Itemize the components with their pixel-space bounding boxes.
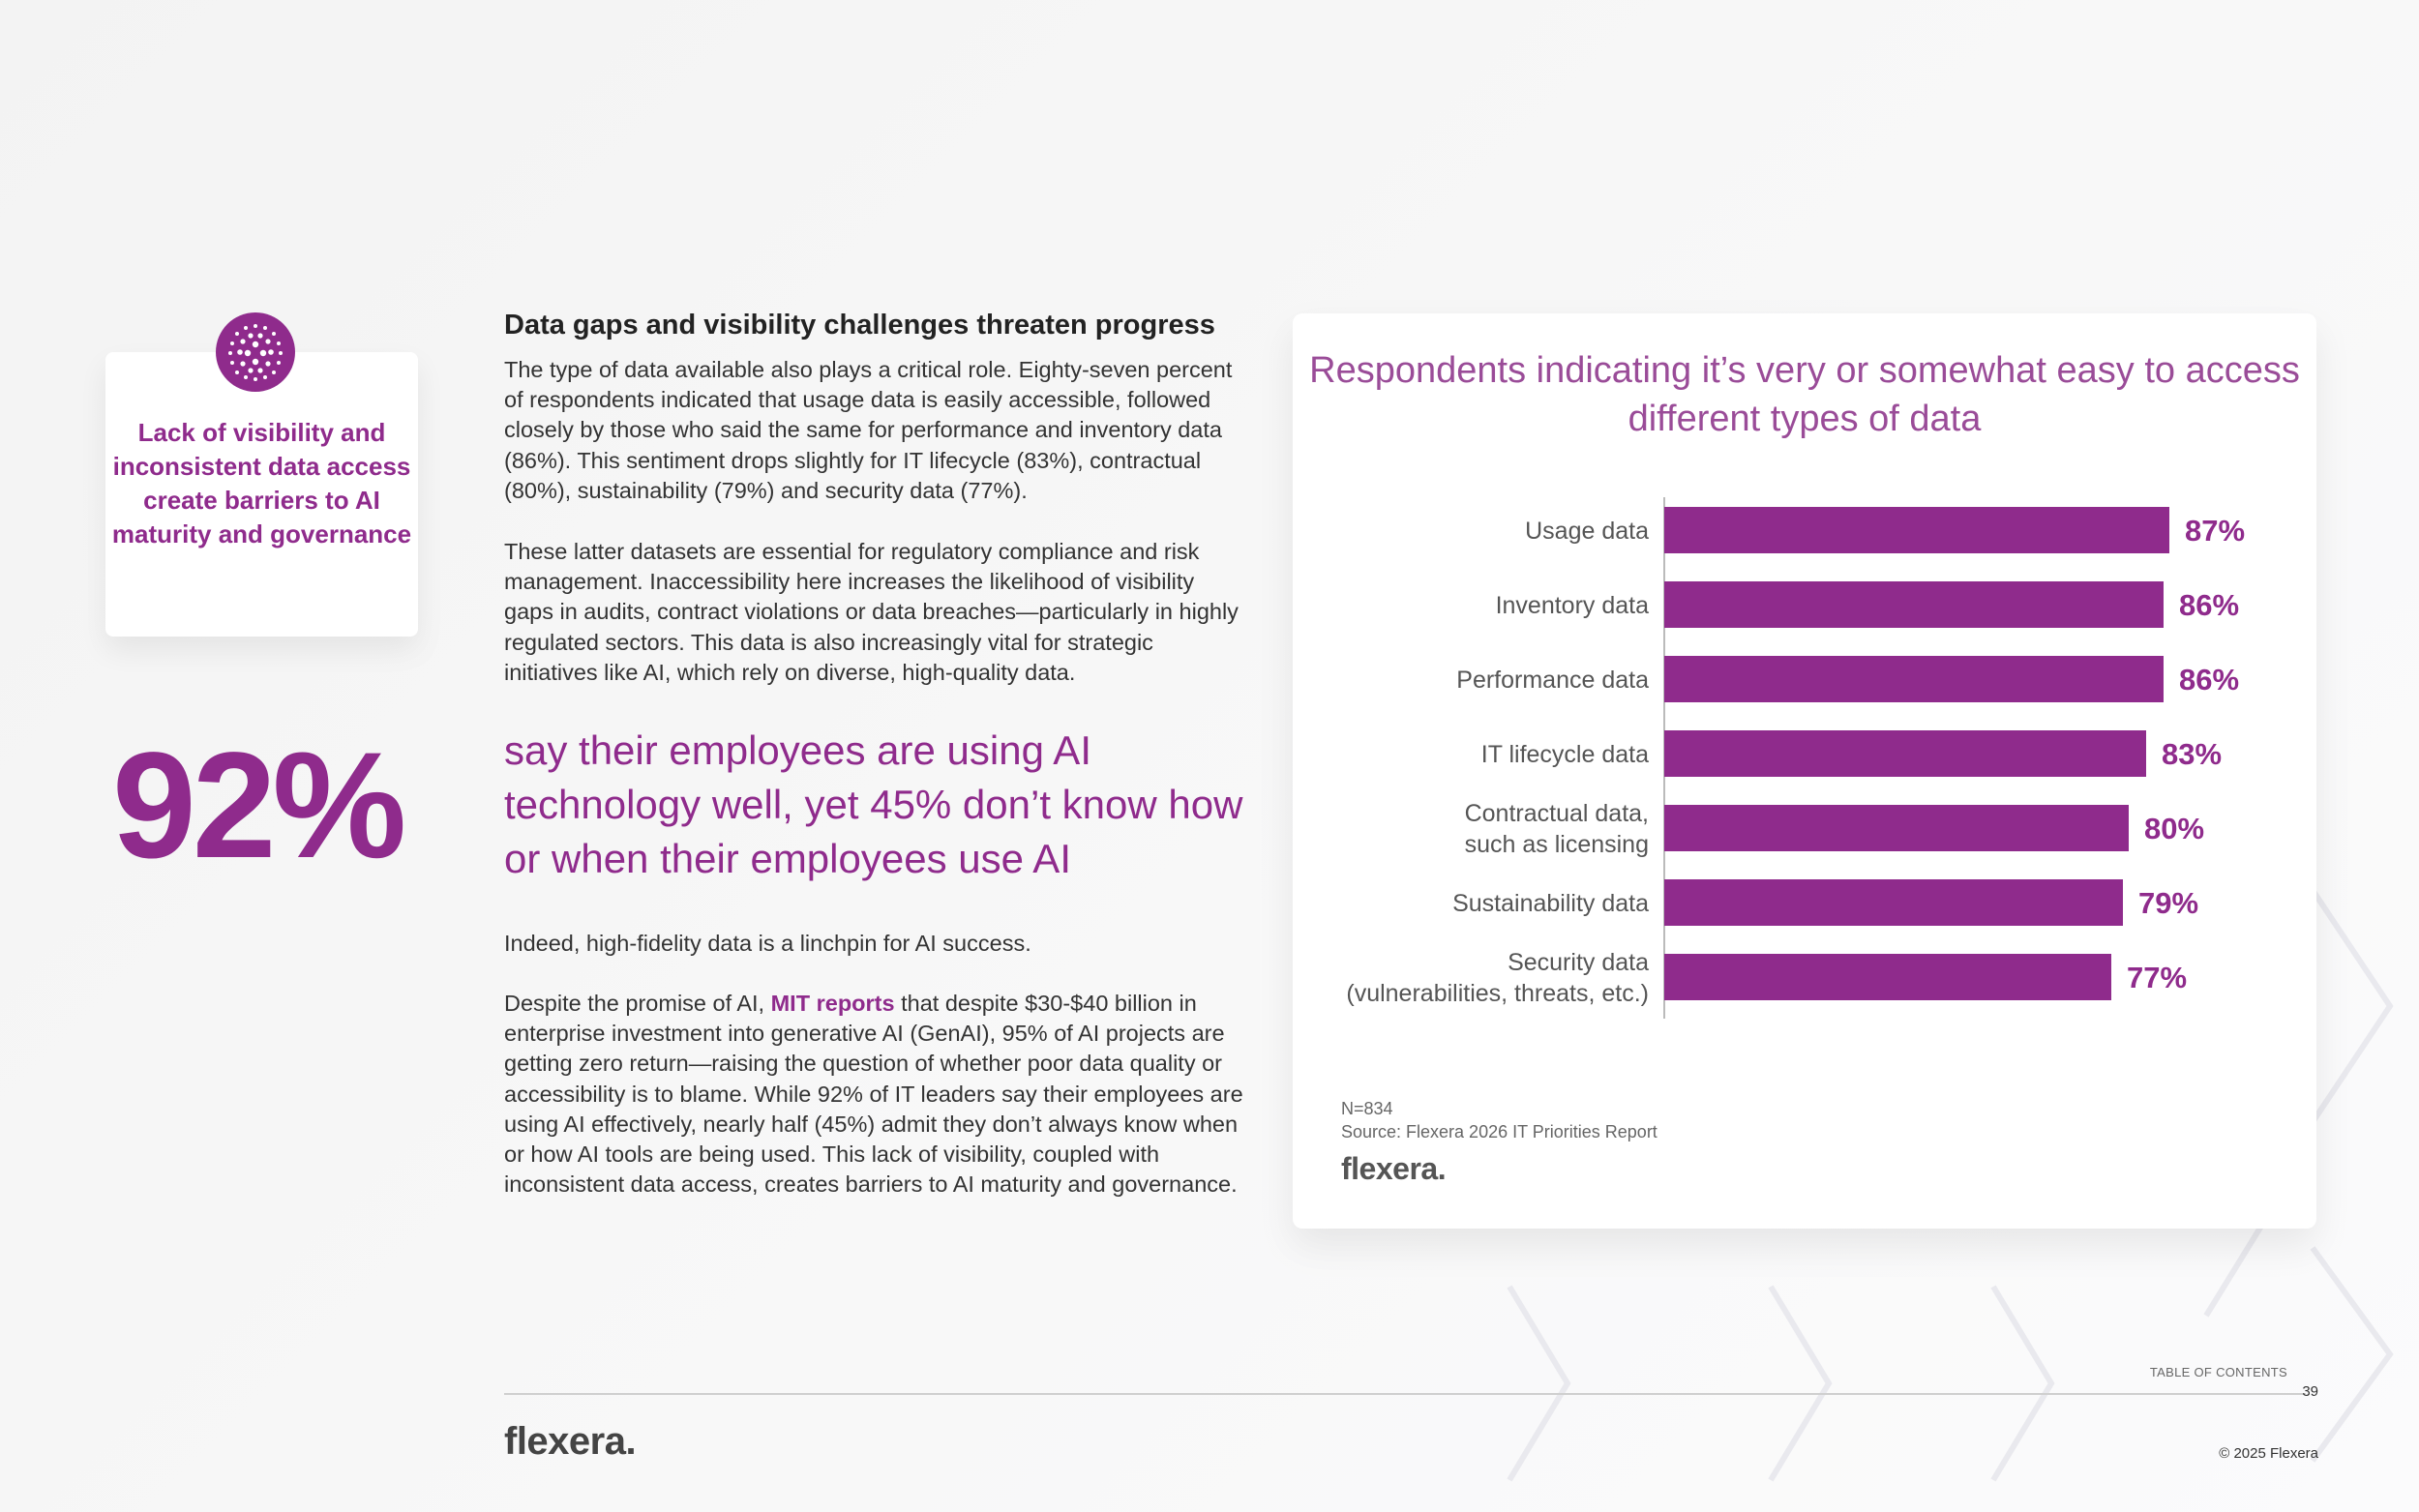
dots-sphere-icon [216, 312, 295, 392]
footer-divider [504, 1393, 2306, 1395]
paragraph-2: These latter datasets are essential for regulatory compliance and risk management. Inaccessibility here increases the likelihood of visibility gaps in audits, contract violations or data breaches—particularly in highly regulated sectors. This data is also increasingly vital for strategic initiatives like AI, which rely on diverse, high-quality data. [504, 539, 1239, 685]
paragraph-4-rest: that despite $30-$40 billion in enterprise investment into generative AI (GenAI), 95% of AI projects are getting zero return—raising the question of whether poor data quality or accessibility is to blame. While 92% of IT leaders say their employees are using AI effectively, nearly half (45%) admit they don’t always know when or how AI tools are being used. This lack of visibility, coupled with inconsistent data access, creates barriers to AI maturity and governance. [504, 991, 1243, 1198]
paragraph-3: Indeed, high-fidelity data is a linchpin for AI success. [504, 931, 1031, 956]
chart-value-label: 80% [2144, 812, 2205, 845]
chart-bar [1664, 507, 2169, 553]
chart-bar [1664, 656, 2164, 702]
callout-text: Lack of visibility and inconsistent data access create barriers to AI maturity and governance [111, 418, 412, 548]
chart-category-label: Security data (vulnerabilities, threats, etc.) [1346, 949, 1649, 1007]
chart-sample-size: N=834 [1341, 1099, 1393, 1118]
chart-title: Respondents indicating it’s very or somewhat easy to access different types of data [1309, 350, 2300, 439]
chart-category-label: Inventory data [1495, 592, 1649, 619]
bar-chart [1293, 313, 2316, 1229]
section-heading: Data gaps and visibility challenges threaten progress [504, 310, 1215, 341]
paragraph-1: The type of data available also plays a critical role. Eighty-seven percent of respondents indicated that usage data is easily accessible, followed closely by those who said the same for performance and inventory data (86%). This sentiment drops slightly for IT lifecycle (83%), contractual (80%), sustainability (79%) and security data (77%). [504, 357, 1233, 503]
chart-bar [1664, 730, 2146, 777]
copyright: © 2025 Flexera [2219, 1445, 2318, 1462]
chart-flexera-logo: flexera. [1341, 1151, 1447, 1186]
chart-category-label: Contractual data, such as licensing [1464, 800, 1649, 858]
chart-bar [1664, 954, 2111, 1000]
chart-value-label: 77% [2127, 961, 2188, 994]
mit-reports-link[interactable]: MIT reports [770, 991, 895, 1016]
chart-value-label: 79% [2138, 886, 2199, 920]
chart-bar [1664, 879, 2123, 926]
chart-bar [1664, 581, 2164, 628]
chart-category-label: Usage data [1525, 518, 1649, 545]
big-stat-value: 92% [112, 722, 403, 890]
stat-quote: say their employees are using AI technology well, yet 45% don’t know how or when their employees use AI [504, 727, 1243, 881]
chart-value-label: 83% [2162, 737, 2223, 771]
table-of-contents-link[interactable]: TABLE OF CONTENTS [2149, 1365, 2287, 1379]
chart-category-label: Performance data [1456, 667, 1649, 694]
chart-bar [1664, 805, 2129, 851]
chart-category-label: IT lifecycle data [1480, 741, 1649, 768]
chart-value-label: 86% [2179, 588, 2240, 622]
chart-value-label: 87% [2185, 514, 2246, 548]
page-number: 39 [2302, 1383, 2318, 1400]
flexera-logo: flexera. [504, 1420, 637, 1463]
paragraph-4 [504, 989, 1249, 1200]
chart-category-label: Sustainability data [1452, 890, 1649, 917]
paragraph-4-lead: Despite the promise of AI, [504, 991, 771, 1016]
chart-source: Source: Flexera 2026 IT Priorities Report [1341, 1122, 1657, 1141]
chart-value-label: 86% [2179, 663, 2240, 697]
chart-card [1293, 313, 2316, 1229]
